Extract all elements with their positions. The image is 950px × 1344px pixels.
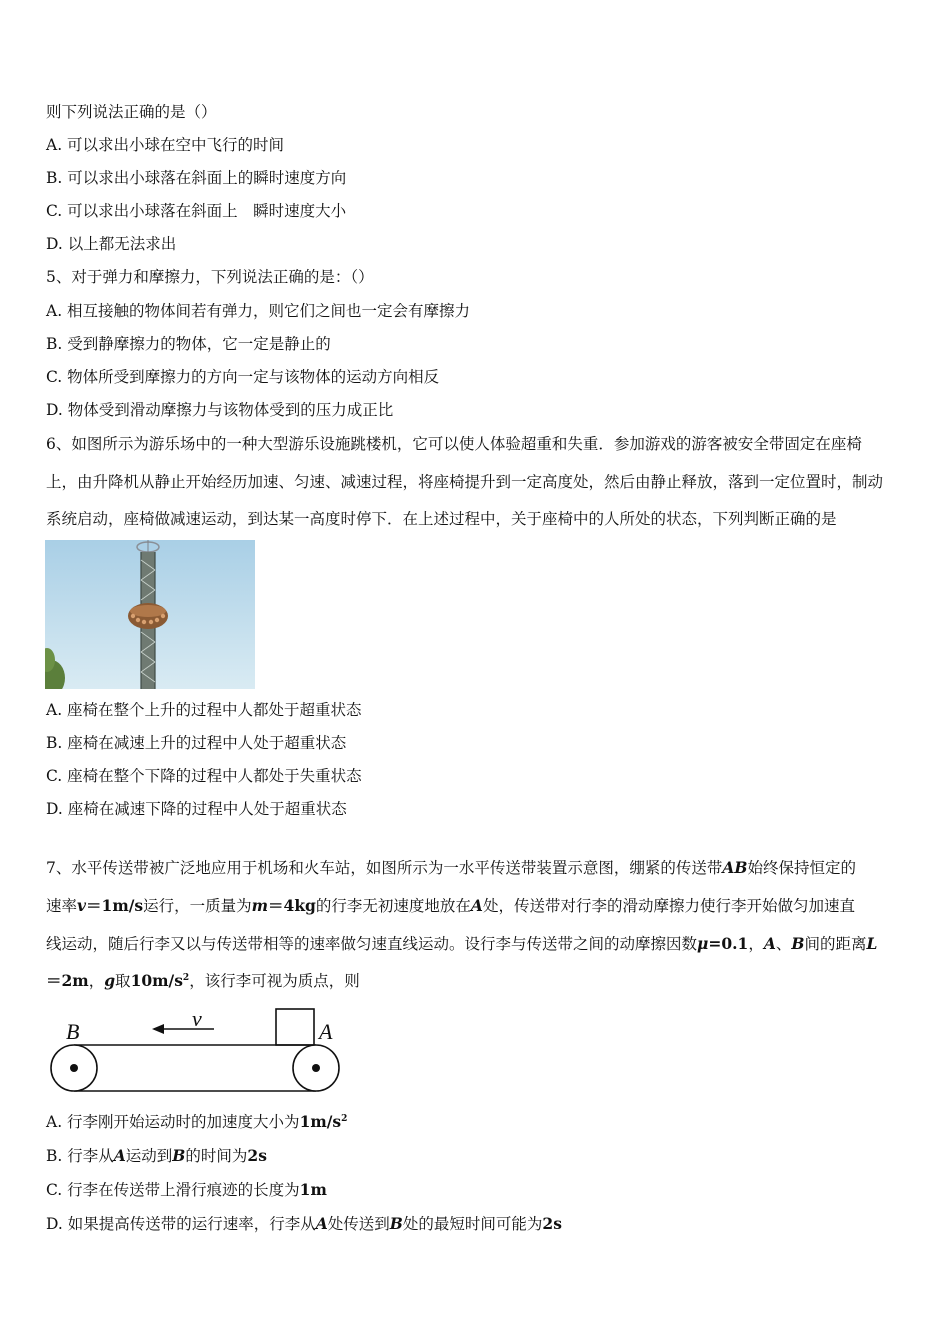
q6-option-c: C. 座椅在整个下降的过程中人都处于失重状态 <box>46 767 362 785</box>
q6-stem-line-3: 系统启动，座椅做减速运动，到达某一高度时停下．在上述过程中，关于座椅中的人所处的状态，下列判断正确的是 <box>46 510 837 528</box>
q4-option-b: B. 可以求出小球落在斜面上的瞬时速度方向 <box>46 169 347 187</box>
q5-stem: 5、对于弹力和摩擦力，下列说法正确的是：（） <box>46 268 374 286</box>
q6-option-a: A. 座椅在整个上升的过程中人都处于超重状态 <box>46 701 362 719</box>
diagram-label-v: v <box>192 1006 202 1031</box>
luggage-box <box>276 1009 314 1045</box>
q5-option-d: D. 物体受到滑动摩擦力与该物体受到的压力成正比 <box>46 401 394 419</box>
q5-option-b: B. 受到静摩擦力的物体，它一定是静止的 <box>46 335 331 353</box>
q6-stem-line-1: 6、如图所示为游乐场中的一种大型游乐设施跳楼机，它可以使人体验超重和失重．参加游戏的游客被安全带固定在座椅 <box>46 435 862 453</box>
conveyor-belt-diagram <box>46 1004 346 1104</box>
q7-option-a: A. 行李刚开始运动时的加速度大小为$1m/s^2$ <box>46 1112 348 1131</box>
drop-tower-photo <box>45 540 255 689</box>
q7-option-d: D. 如果提高传送带的运行速率，行李从A处传送到B处的最短时间可能为2s <box>46 1214 562 1233</box>
q4-stem: 则下列说法正确的是（） <box>46 103 217 121</box>
q4-option-d: D. 以上都无法求出 <box>46 235 177 253</box>
q5-option-c: C. 物体所受到摩擦力的方向一定与该物体的运动方向相反 <box>46 368 440 386</box>
diagram-label-b: B <box>66 1019 80 1044</box>
velocity-arrow <box>152 1024 214 1034</box>
q7-stem-line-2: 速率v＝1m/s运行，一质量为m＝4kg的行李无初速度地放在A处，传送带对行李的滑动摩擦力使行李开始做匀加速直 <box>46 896 855 915</box>
q7-stem-line-3: 线运动，随后行李又以与传送带相等的速率做匀速直线运动。设行李与传送带之间的动摩擦因数μ=0.1，A、B间的距离L <box>46 934 878 953</box>
q6-option-d: D. 座椅在减速下降的过程中人处于超重状态 <box>46 800 347 818</box>
left-pulley <box>51 1045 97 1091</box>
q4-option-a: A. 可以求出小球在空中飞行的时间 <box>46 136 285 154</box>
right-pulley <box>293 1045 339 1091</box>
diagram-label-a: A <box>319 1019 333 1044</box>
q7-stem-line-1: 7、水平传送带被广泛地应用于机场和火车站，如图所示为一水平传送带装置示意图，绷紧的传送带AB始终保持恒定的 <box>46 858 857 877</box>
q6-option-b: B. 座椅在减速上升的过程中人处于超重状态 <box>46 734 347 752</box>
q7-option-c: C. 行李在传送带上滑行痕迹的长度为1m <box>46 1180 327 1199</box>
q5-option-a: A. 相互接触的物体间若有弹力，则它们之间也一定会有摩擦力 <box>46 302 471 320</box>
q7-option-b: B. 行李从A运动到B的时间为2s <box>46 1146 267 1165</box>
q4-option-c: C. 可以求出小球落在斜面上 瞬时速度大小 <box>46 202 347 220</box>
q7-stem-line-4: ＝2m，g取$10m/s^2$，该行李可视为质点，则 <box>46 971 360 990</box>
q6-stem-line-2: 上，由升降机从静止开始经历加速、匀速、减速过程，将座椅提升到一定高度处，然后由静止释放，落到一定位置时，制动 <box>46 473 884 491</box>
